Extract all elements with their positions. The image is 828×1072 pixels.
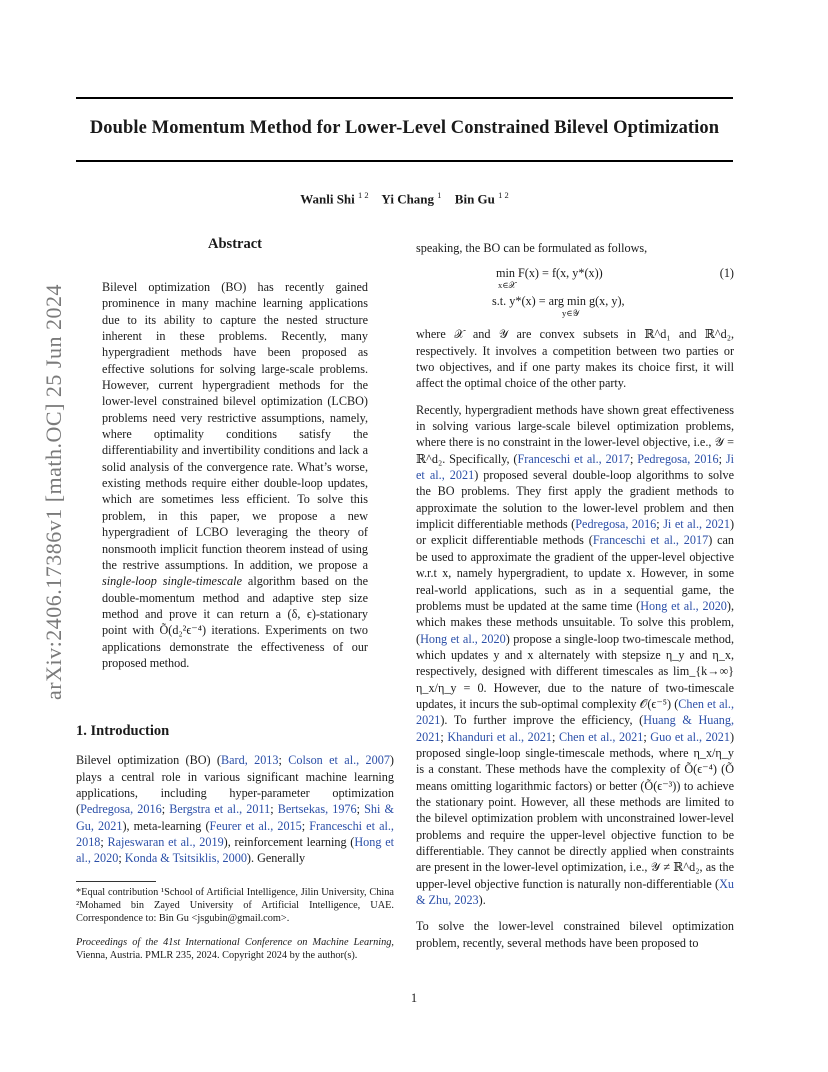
paragraph-text: ; (656, 517, 664, 532)
citation-link[interactable]: Konda & Tsitsiklis, 2000 (124, 851, 247, 866)
paragraph-text: ; (629, 451, 638, 466)
paragraph-text: ; (356, 802, 365, 817)
paragraph-text: ; (118, 851, 125, 866)
intro-paragraph (76, 752, 394, 866)
left-column (76, 236, 394, 962)
citation-link[interactable]: Bergstra et al., 2011 (169, 802, 271, 817)
abstract-heading: Abstract (208, 236, 262, 252)
abstract-body: Bilevel optimization (BO) has recently gained prominence in many machine learning applications due to its ability to capture the nested structure inherent in these problems. Recently, many hypergradient methods have been proposed as effective solutions for solving large-scale problems. However, current hypergradient methods for the lower-level constrained bilevel optimization (LCBO) problems need very restrictive assumptions, namely, where optimality conditions satisfy the differentiability and invertibility conditions and lack a solid analysis of the convergence rate. What’s worse, existing methods require either double-loop updates, which are sometimes less efficient. To solve this problem, in this paper, we propose a new hypergradient of LCBO leveraging the theory of nonsmooth implicit function theorem instead of using the restrive assumptions. In addition, we propose a (102, 280, 368, 572)
abstract-body-end: algorithm based on the double-momentum method and adaptive step size method and prove it can return a (δ, ϵ)-stationary point with Õ(d₂²ϵ⁻⁴) iterations. Experiments on two applications demonstrate the effectiveness of our proposed method. (102, 574, 368, 670)
citation-link[interactable]: Rajeswaran et al., 2019 (107, 834, 224, 849)
equation-number: (1) (719, 266, 734, 281)
citation-link[interactable]: Pedregosa, 2016 (575, 517, 657, 532)
equation-1 (416, 256, 734, 319)
author-name: Bin Gu (454, 191, 495, 207)
right-column (416, 236, 734, 951)
paragraph-text: ) can be used to approximate the gradient of the upper-level objective w.r.t x, namely hypergradient, to update x. However, in some real-world applications, such as in a sequential game, the problems must be updated at the same time ( (416, 533, 734, 613)
citation-link[interactable]: Huang & Huang, 2021 (416, 713, 734, 744)
citation-link[interactable]: Bard, 2013 (221, 753, 279, 768)
paragraph-text: ) proposed single-loop single-timescale methods, where η_x/η_y is a constant. These methods have the complexity of Õ(ϵ⁻⁴) (Õ means omitting logarithmic factors) or better (Õ(ϵ⁻³)) to achieve the stationary point. However, all these methods are limited to the bilevel optimization problem with unconstrained lower-level problems and require the upper-level objective function to be differentiable. They cannot be directly applied when constraints are present in the lower-level optimization, i.e., 𝒴 ≠ ℝ^d₂, as the upper-level objective function is naturally non-differentiable ( (416, 729, 735, 891)
abstract-text (102, 279, 368, 671)
paragraph-text: Recently, hypergradient methods have shown great effectiveness in solving various large-scale bilevel optimization problems, where there is no constraint in the lower-level objective, i.e., 𝒴 = ℝ^d₂. Specifically, ( (416, 402, 734, 466)
paragraph-text: ) proposed several double-loop algorithms to solve the BO problems. They first apply the gradient methods to approximate the solution to the lower-level problem and then implicit differentiable methods ( (416, 468, 735, 532)
citation-link[interactable]: Guo et al., 2021 (650, 729, 730, 744)
citation-link[interactable]: Bertsekas, 1976 (277, 802, 357, 817)
proceedings-details: , Vienna, Austria. PMLR 235, 2024. Copyright 2024 by the author(s). (76, 936, 394, 961)
related-work-paragraph (416, 402, 734, 909)
equation-subscript-2: y∈𝒴 (562, 308, 580, 319)
citation-link[interactable]: Khanduri et al., 2021 (447, 729, 553, 744)
proceedings-note (76, 936, 394, 963)
citation-link[interactable]: Chen et al., 2021 (558, 729, 644, 744)
paragraph-text: ) or explicit differentiable methods ( (416, 517, 734, 548)
author-affiliation: 1 (437, 190, 442, 200)
section-heading: 1. Introduction (76, 723, 170, 740)
equation-subscript-1: x∈𝒳 (498, 280, 516, 291)
paragraph-text: ). (478, 893, 486, 908)
paragraph-text: ), meta-learning ( (122, 818, 210, 833)
paragraph-text: Bilevel optimization (BO) ( (76, 753, 221, 768)
paragraph-text: ) propose a single-loop two-timescale method, which updates y and x alternately with stepsize η_y and η_x, respectively, designed with different timescales as lim_{k→∞} η_x/η_y = 0. However, due to the nature of two-timescale updates, it incurs the sub-optimal complexity 𝒪(ϵ⁻⁵) ( (416, 631, 734, 711)
author-name: Yi Chang (381, 191, 435, 207)
paper-title: Double Momentum Method for Lower-Level Constrained Bilevel Optimization (89, 118, 720, 138)
eq-lead: speaking, the BO can be formulated as follows, (416, 241, 648, 255)
paragraph-text: ), reinforcement learning ( (223, 834, 355, 849)
equation-line-1: min F(x) = f(x, y*(x)) (496, 266, 603, 281)
paragraph-text: ; (718, 451, 726, 466)
paragraph-text: ; (643, 729, 651, 744)
paragraph-text: ; (440, 729, 448, 744)
page-number: 1 (410, 991, 418, 1005)
paragraph-text: ; (161, 802, 170, 817)
citation-link[interactable]: Pedregosa, 2016 (80, 802, 162, 817)
citation-link[interactable]: Franceschi et al., 2017 (517, 451, 630, 466)
citation-link[interactable]: Hong et al., 2020 (76, 834, 394, 866)
citation-link[interactable]: Shi & Gu, 2021 (76, 802, 394, 833)
paragraph-text: ). Generally (246, 851, 306, 866)
paragraph-text: ), which makes these methods unsuitable. To solve this problem, ( (416, 598, 734, 646)
paragraph-text: ; (270, 802, 278, 817)
closing-paragraph: To solve the lower-level constrained bilevel optimization problem, recently, several methods have been proposed to (416, 919, 734, 950)
citation-link[interactable]: Franceschi et al., 2018 (76, 818, 394, 849)
citation-link[interactable]: Feurer et al., 2015 (209, 818, 302, 833)
citation-link[interactable]: Ji et al., 2021 (416, 451, 735, 483)
citation-link[interactable]: Ji et al., 2021 (663, 517, 730, 532)
citation-link[interactable]: Hong et al., 2020 (640, 598, 727, 613)
paragraph-text: ) plays a central role in various significant machine learning applications, including hyper-parameter optimization ( (76, 753, 394, 817)
equation-line-2: s.t. y*(x) = arg min g(x, y), (492, 294, 625, 309)
citation-link[interactable]: Pedregosa, 2016 (637, 451, 719, 466)
affiliation-footnote: *Equal contribution ¹School of Artificial Intelligence, Jilin University, China ²Mohamed bin Zayed University of Artificial Intelligence, UAE. Correspondence to: Bin Gu <jsgubin@gmail.com>. (76, 886, 394, 925)
title-rule (76, 160, 733, 162)
citation-link[interactable]: Hong et al., 2020 (420, 631, 506, 646)
author-list (76, 190, 733, 207)
citation-link[interactable]: Colson et al., 2007 (288, 753, 390, 768)
footnote-rule (76, 881, 156, 882)
author-affiliation: 1 2 (498, 190, 509, 200)
paragraph-text: ; (100, 834, 108, 849)
citation-link[interactable]: Franceschi et al., 2017 (592, 533, 709, 548)
citation-link[interactable]: Xu & Zhu, 2023 (416, 876, 734, 908)
paragraph-text: ). To further improve the efficiency, ( (440, 713, 644, 728)
abstract-emphasis: single-loop single-timescale (102, 574, 242, 589)
author-name: Wanli Shi (300, 191, 355, 207)
proceedings-venue: Proceedings of the 41st International Conference on Machine Learning (76, 936, 392, 948)
citation-link[interactable]: Chen et al., 2021 (416, 696, 734, 728)
author-affiliation: 1 2 (358, 190, 369, 200)
paragraph-text: ; (301, 818, 310, 833)
paragraph-text: ; (278, 753, 289, 768)
paragraph-text: ; (552, 729, 559, 744)
arxiv-stamp: arXiv:2406.17386v1 [math.OC] 25 Jun 2024 (41, 284, 66, 700)
top-rule (76, 97, 733, 99)
where-paragraph: where 𝒳 and 𝒴 are convex subsets in ℝ^d₁ and ℝ^d₂, respectively. It involves a competition between two parties or two objectives, and if one party makes its choice first, it will affect the optimal choice of the other party. (416, 327, 734, 391)
